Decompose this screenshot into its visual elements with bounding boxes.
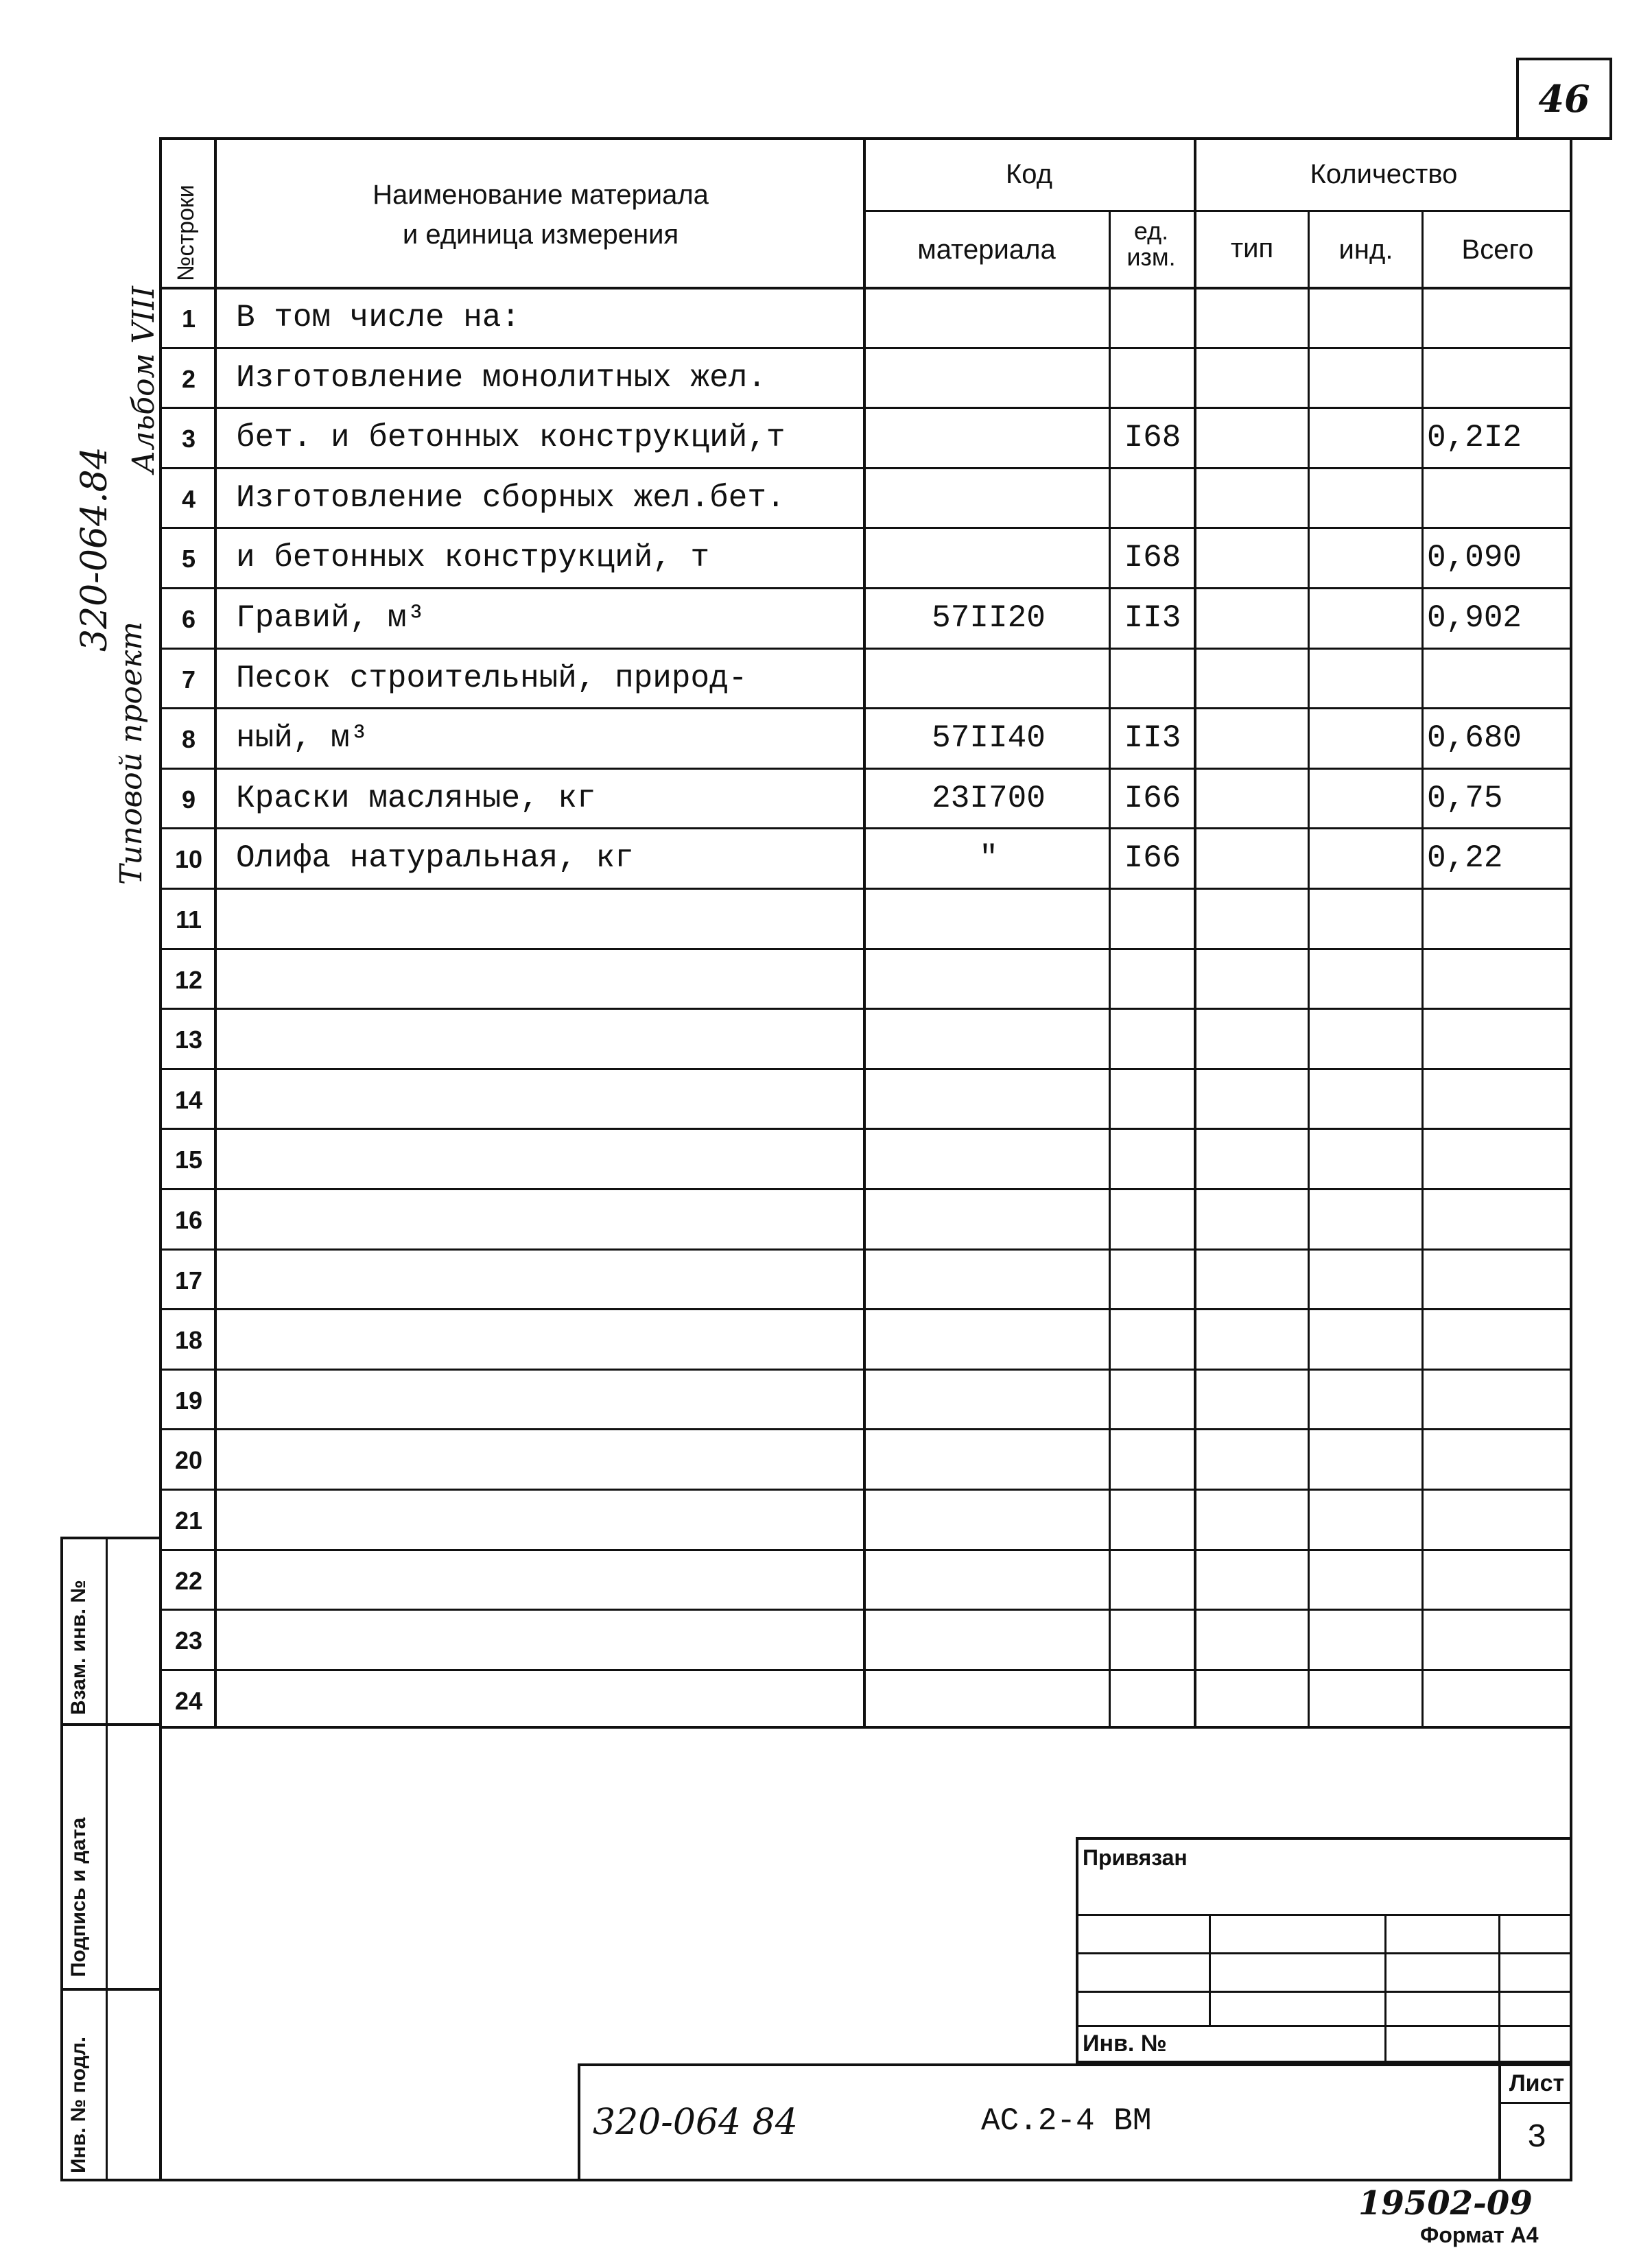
attach-inv-label: Инв. № — [1083, 2031, 1167, 2057]
title-sheet-line — [1498, 2102, 1572, 2104]
row-unit: II3 — [1124, 720, 1181, 756]
row-number: 3 — [181, 425, 196, 453]
header-name-line1: Наименование материала — [373, 180, 709, 210]
row-number: 12 — [174, 966, 203, 994]
row-number: 5 — [181, 545, 196, 573]
row-line — [159, 407, 1572, 409]
row-number: 17 — [174, 1266, 203, 1294]
row-line — [159, 1609, 1572, 1611]
row-name: и бетонных конструкций, т — [236, 540, 710, 576]
row-number: 9 — [181, 785, 196, 814]
header-row-number: №строки — [173, 185, 199, 281]
row-code: 57II40 — [932, 720, 1046, 756]
row-number: 1 — [181, 305, 196, 333]
side-stamp-replace-inv: Взам. инв. № — [67, 1580, 90, 1715]
header-code: Код — [1005, 159, 1052, 189]
row-number: 21 — [174, 1506, 203, 1535]
row-number: 22 — [174, 1567, 203, 1595]
row-unit: II3 — [1124, 600, 1181, 636]
title-doc-code-hand: 320-064 84 — [593, 2102, 798, 2143]
sheet-mark-box — [1516, 58, 1612, 140]
sheet-mark: 46 — [1538, 77, 1590, 121]
row-code: 23I700 — [932, 781, 1046, 816]
header-sub-line-qty — [1195, 210, 1572, 212]
row-line — [159, 1068, 1572, 1070]
row-line — [159, 467, 1572, 469]
row-unit: I68 — [1124, 420, 1181, 455]
row-name: Краски масляные, кг — [236, 781, 596, 816]
side-stamp-sign-date: Подпись и дата — [67, 1817, 90, 1977]
row-line — [159, 648, 1572, 650]
title-sheet-number: 3 — [1526, 2120, 1547, 2157]
attach-col-3 — [1498, 1914, 1500, 2063]
row-total: 0,75 — [1427, 781, 1503, 816]
row-name: Изготовление монолитных жел. — [236, 360, 766, 396]
row-total: 0,22 — [1427, 840, 1503, 876]
attach-col-2 — [1384, 1914, 1386, 2063]
side-stamp-line-2 — [60, 1988, 162, 1991]
attach-col-1 — [1209, 1914, 1211, 2025]
row-name: Изготовление сборных жел.бет. — [236, 480, 786, 516]
row-number: 8 — [181, 725, 196, 753]
row-number: 19 — [174, 1386, 203, 1414]
row-line — [159, 1428, 1572, 1430]
header-q-ind: инд. — [1338, 235, 1393, 265]
side-stamp-line-1 — [60, 1723, 162, 1726]
row-unit: I66 — [1124, 781, 1181, 816]
col-line-type — [1308, 210, 1310, 1729]
row-line — [159, 347, 1572, 349]
col-line-ind — [1421, 210, 1424, 1729]
margin-handwritten-code: 320-064.84 — [74, 447, 115, 652]
header-q-type: тип — [1230, 233, 1274, 263]
row-number: 16 — [174, 1206, 203, 1234]
side-stamp-inv-orig: Инв. № подл. — [67, 2036, 90, 2173]
margin-album: Альбом VIII — [126, 285, 161, 473]
header-name-line2: и единица измерения — [402, 220, 679, 250]
row-line — [159, 1128, 1572, 1130]
row-number: 10 — [174, 845, 203, 873]
row-unit: I68 — [1124, 540, 1181, 576]
row-name: бет. и бетонных конструкций,т — [236, 420, 786, 455]
row-name: Гравий, м³ — [236, 600, 426, 636]
row-number: 13 — [174, 1026, 203, 1054]
row-total: 0,902 — [1427, 600, 1522, 636]
row-line — [159, 1549, 1572, 1551]
row-number: 2 — [181, 365, 196, 393]
row-number: 6 — [181, 605, 196, 633]
margin-project: Типовой проект — [114, 622, 149, 885]
row-line — [159, 587, 1572, 589]
row-name: Песок строительный, природ- — [236, 661, 748, 696]
row-code: " — [979, 840, 998, 876]
row-number: 24 — [174, 1687, 203, 1715]
footer-order-number: 19502-09 — [1358, 2184, 1533, 2223]
row-number: 4 — [181, 485, 196, 513]
row-line — [159, 1669, 1572, 1671]
row-name: В том числе на: — [236, 300, 521, 335]
row-code: 57II20 — [932, 600, 1046, 636]
row-line — [159, 707, 1572, 709]
attach-label: Привязан — [1083, 1845, 1188, 1870]
row-line — [159, 827, 1572, 829]
row-number: 23 — [174, 1626, 203, 1655]
row-number: 15 — [174, 1146, 203, 1174]
row-line — [159, 1008, 1572, 1010]
row-name: Олифа натуральная, кг — [236, 840, 634, 876]
row-total: 0,680 — [1427, 720, 1522, 756]
header-code-unit: ед. изм. — [1126, 217, 1176, 271]
row-line — [159, 768, 1572, 770]
row-unit: I66 — [1124, 840, 1181, 876]
title-sheet-label: Лист — [1509, 2070, 1565, 2096]
title-doc-code: АС.2-4 ВМ — [981, 2103, 1152, 2139]
row-number: 18 — [174, 1326, 203, 1354]
row-line — [159, 1308, 1572, 1310]
side-stamp-divider — [106, 1537, 108, 2181]
header-q-total: Всего — [1461, 235, 1534, 265]
row-number: 20 — [174, 1446, 203, 1474]
row-line — [159, 1369, 1572, 1371]
header-code-material: материала — [917, 235, 1056, 265]
row-number: 14 — [174, 1086, 203, 1114]
row-name: ный, м³ — [236, 720, 369, 756]
row-line — [159, 1188, 1572, 1190]
header-quantity: Количество — [1310, 159, 1458, 189]
row-line — [159, 287, 1572, 289]
row-line — [159, 888, 1572, 890]
row-line — [159, 948, 1572, 950]
header-sub-line-code — [864, 210, 1195, 212]
row-number: 7 — [181, 665, 196, 694]
row-line — [159, 527, 1572, 529]
row-line — [159, 1248, 1572, 1251]
col-line-code — [1109, 210, 1111, 1729]
row-number: 11 — [175, 905, 202, 934]
row-line — [159, 1489, 1572, 1491]
footer-format: Формат А4 — [1420, 2223, 1539, 2247]
row-total: 0,2I2 — [1427, 420, 1522, 455]
row-total: 0,090 — [1427, 540, 1522, 576]
